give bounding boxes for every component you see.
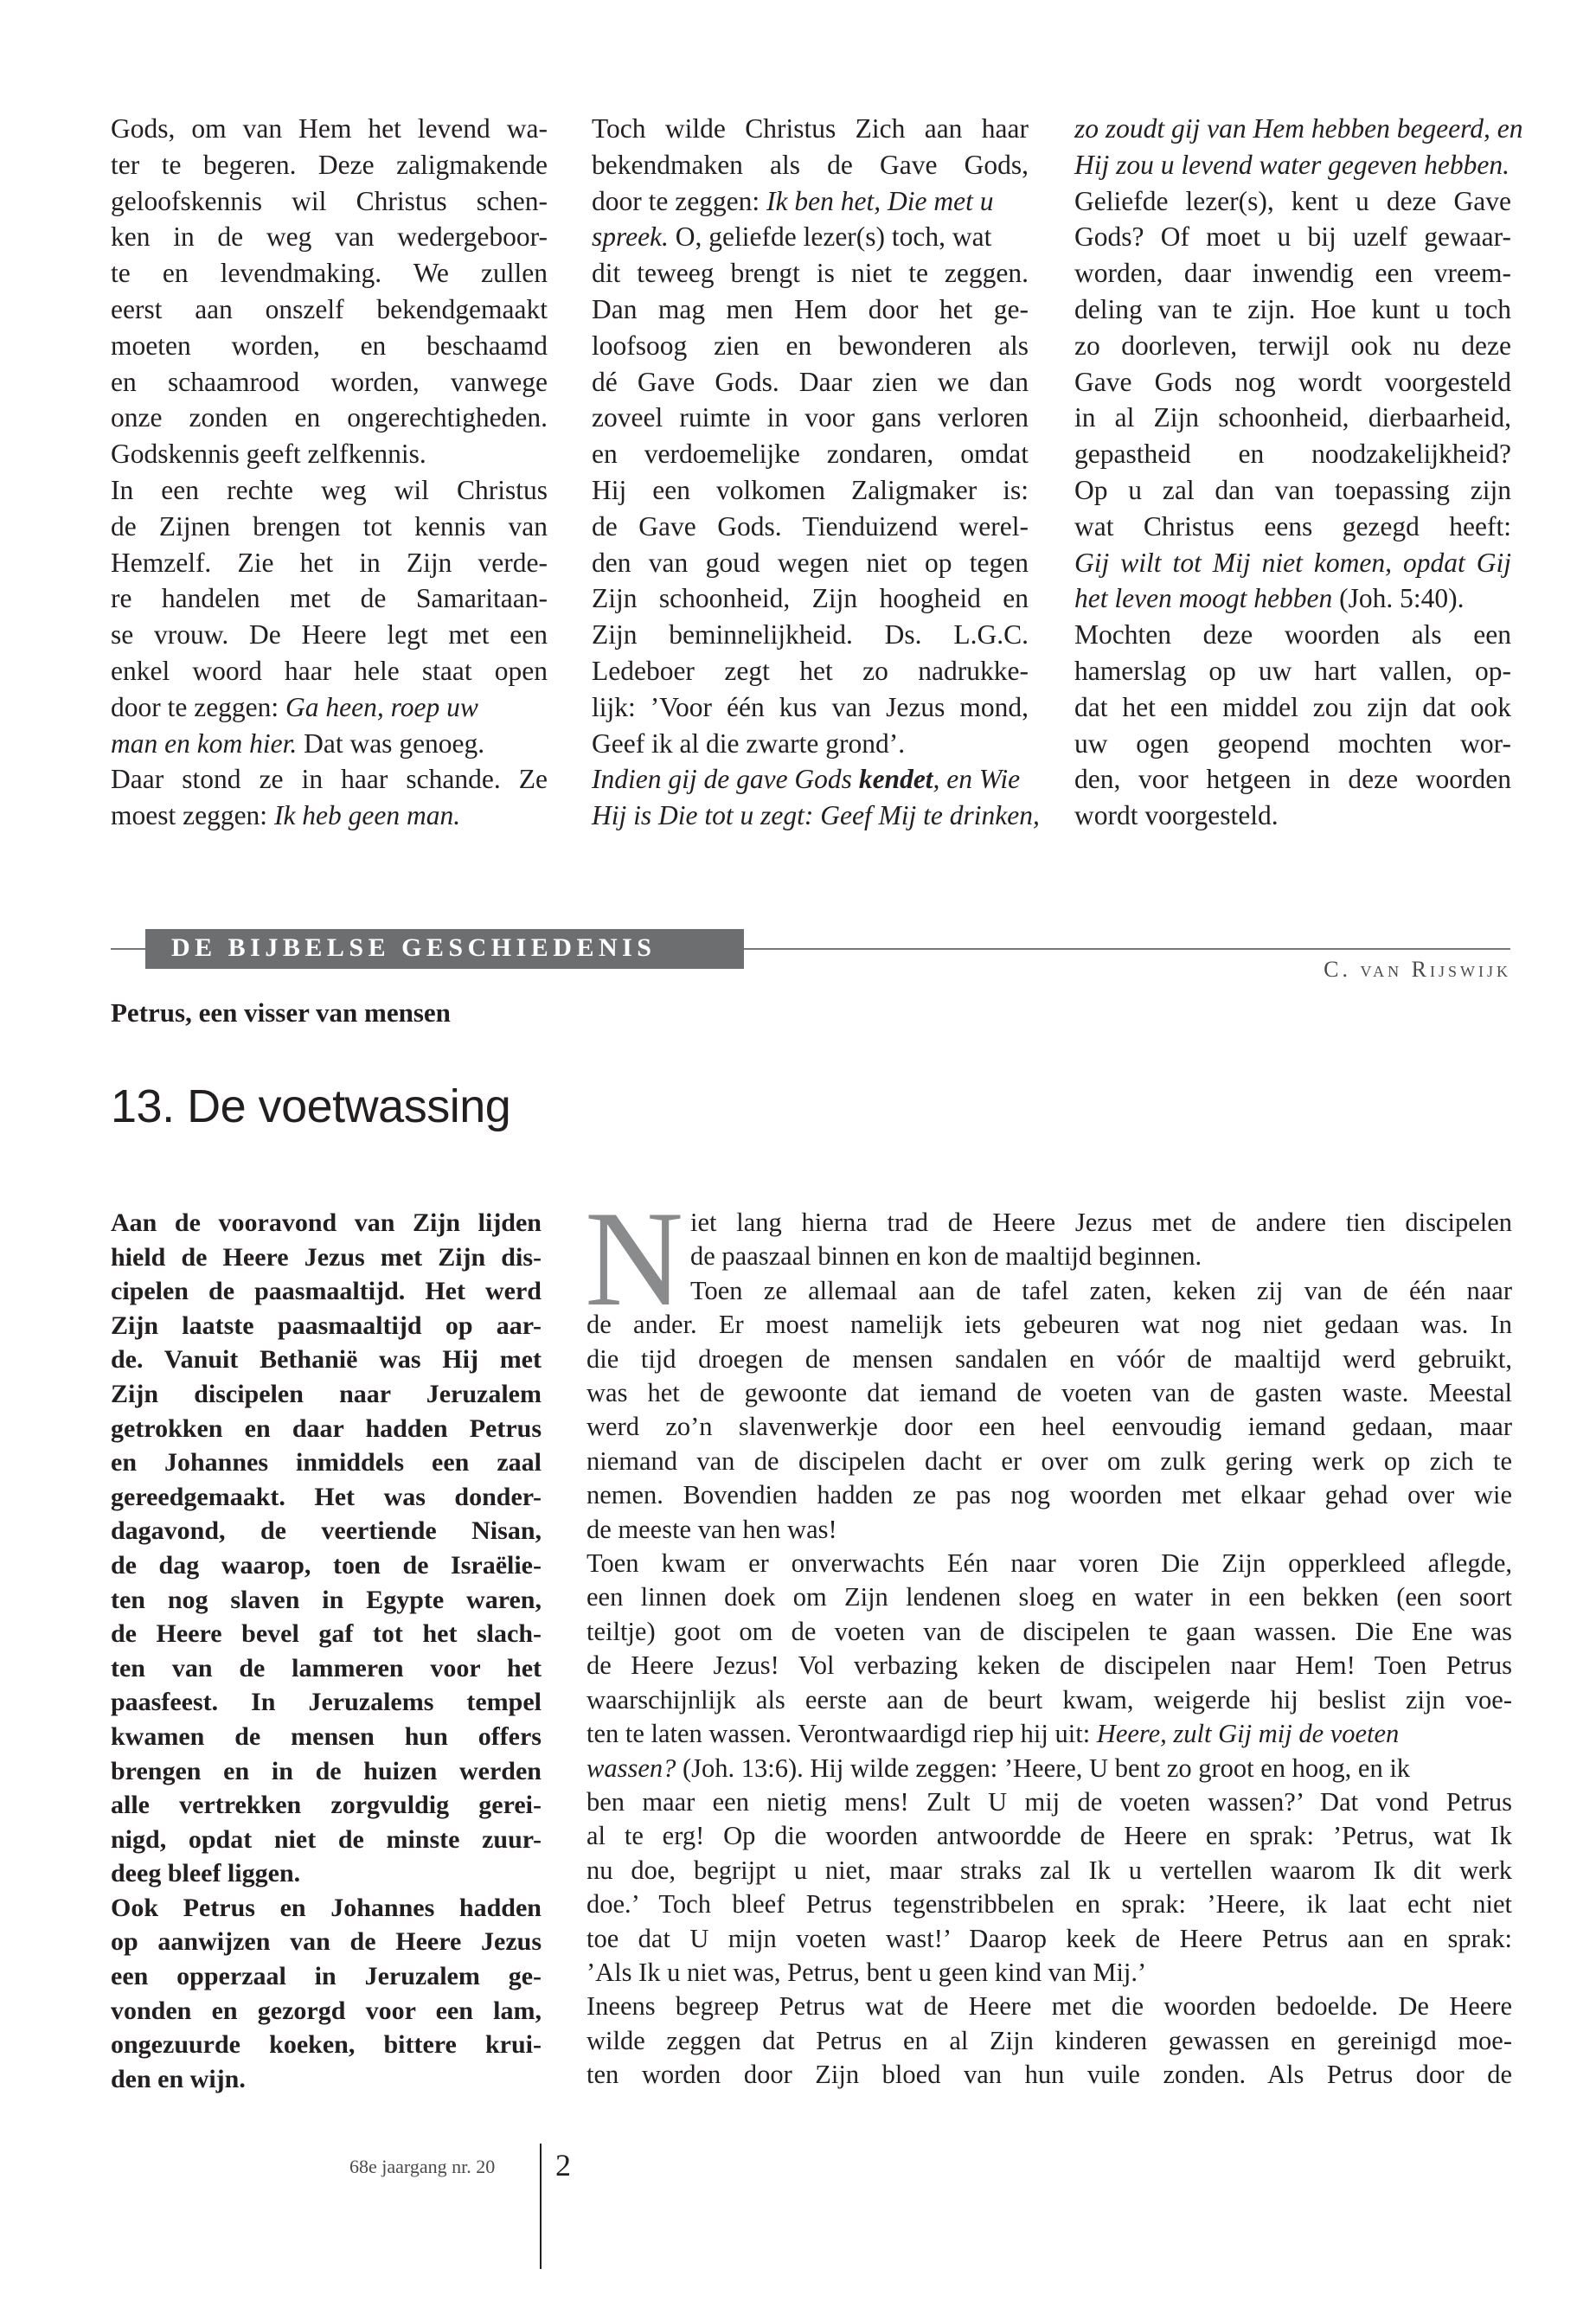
- body-line: de paaszaal binnen en kon de maaltijd beginnen.: [690, 1241, 1202, 1272]
- intro-line: op aanwijzen van de Heere Jezus: [111, 1927, 542, 1957]
- body-line: teiltje) goot om de voeten van de discipelen te gaan wassen. Die Ene was: [586, 1616, 1512, 1646]
- text-line: Daar stond ze in haar schande. Ze: [111, 764, 548, 795]
- text-run: O, geliefde lezer(s) toch, wat: [668, 221, 992, 253]
- text-line: en verdoemelijke zondaren, omdat: [592, 439, 1029, 470]
- quote-text: Ga heen, roep uw: [285, 691, 478, 722]
- text-line: de Gave Gods. Tienduizend werel-: [592, 510, 1029, 542]
- text-line: dat het een middel zou zijn dat ook: [1074, 691, 1511, 722]
- text-line: Ledeboer zegt het zo nadrukke-: [592, 655, 1029, 686]
- text-line: [592, 183, 1029, 220]
- quote-text: wassen?: [586, 1753, 676, 1783]
- text-line: re handelen met de Samaritaan-: [111, 583, 548, 614]
- text-line: [111, 726, 548, 762]
- text-line: Gods, om van Hem het levend wa-: [111, 113, 548, 144]
- text-line: uw ogen geopend mochten wor-: [1074, 727, 1511, 759]
- intro-line: een opperzaal in Jeruzalem ge-: [111, 1962, 542, 1991]
- quote-text: , en Wie: [933, 764, 1021, 795]
- intro-line: getrokken en daar hadden Petrus: [111, 1413, 542, 1443]
- text-line: enkel woord haar hele staat open: [111, 655, 548, 686]
- text-line: de Zijnen brengen tot kennis van: [111, 510, 548, 542]
- text-line: se vrouw. De Heere legt met een: [111, 619, 548, 651]
- text-line: en schaamrood worden, vanwege: [111, 366, 548, 397]
- text-line: moeten worden, en beschaamd: [111, 330, 548, 361]
- intro-line: gereedgemaakt. Het was donder-: [111, 1482, 542, 1511]
- quote-line: [592, 761, 1029, 798]
- intro-line: ongezuurde koeken, bittere krui-: [111, 2030, 542, 2060]
- text-line: eerst aan onszelf bekendgemaakt: [111, 293, 548, 324]
- text-line: hamerslag op uw hart vallen, op-: [1074, 655, 1511, 686]
- article-intro: [111, 1206, 542, 2096]
- text-run: door te zeggen:: [592, 185, 767, 216]
- intro-line: deeg bleef liggen.: [111, 1859, 301, 1888]
- intro-line: paasfeest. In Jeruzalems tempel: [111, 1688, 542, 1717]
- intro-line: brengen en in de huizen werden: [111, 1756, 542, 1785]
- text-line: gepastheid en noodzakelijkheid?: [1074, 439, 1511, 470]
- text-line: Gods? Of moet u bij uzelf gewaar-: [1074, 221, 1511, 253]
- quote-line: Hij is Die tot u zegt: Geef Mij te drinken,: [592, 800, 1040, 831]
- text-line: in al Zijn schoonheid, dierbaarheid,: [1074, 402, 1511, 433]
- intro-line: de. Vanuit Bethanië was Hij met: [111, 1345, 542, 1375]
- text-run: (Joh. 13:6). Hij wilde zeggen: ’Heere, U bent zo groot en hoog, en ik: [676, 1753, 1411, 1783]
- quote-text: Ik heb geen man.: [273, 800, 461, 831]
- text-line: ken in de weg van wedergeboor-: [111, 221, 548, 253]
- article-column-2: [592, 111, 1040, 834]
- body-line: de Heere Jezus! Vol verbazing keken de discipelen naar Hem! Toen Petrus: [586, 1650, 1512, 1681]
- text-line: Geliefde lezer(s), kent u deze Gave: [1074, 185, 1511, 216]
- intro-line: Ook Petrus en Johannes hadden: [111, 1893, 542, 1922]
- quote-text: het leven moogt hebben: [1074, 583, 1333, 614]
- intro-line: de dag waarop, toen de Israëlie-: [111, 1550, 542, 1580]
- text-line: worden, daar inwendig een vreem-: [1074, 258, 1511, 289]
- text-line: [1074, 580, 1511, 617]
- quote-text: man en kom hier.: [111, 727, 298, 759]
- intro-line: ten nog slaven in Egypte waren,: [111, 1585, 542, 1614]
- intro-line: Zijn laatste paasmaaltijd op aar-: [111, 1311, 542, 1340]
- text-line: onze zonden en ongerechtigheden.: [111, 402, 548, 433]
- body-line: werd zo’n slavenwerkje door een heel eenvoudig iemand gedaan, maar: [586, 1412, 1512, 1442]
- text-line: Godskennis geeft zelfkennis.: [111, 439, 426, 470]
- body-line: nu doe, begrijpt u niet, maar straks zal Ik u vertellen waarom Ik dit werk: [586, 1855, 1512, 1885]
- intro-line: dagavond, de veertiende Nisan,: [111, 1516, 542, 1546]
- text-run: door te zeggen:: [111, 691, 286, 722]
- text-line: Zijn beminnelijkheid. Ds. L.G.C.: [592, 619, 1029, 651]
- body-line: iet lang hierna trad de Heere Jezus met de andere tien discipelen: [690, 1208, 1512, 1237]
- text-line: ter te begeren. Deze zaligmakende: [111, 149, 548, 180]
- text-line: Mochten deze woorden als een: [1074, 619, 1511, 651]
- text-line: In een rechte weg wil Christus: [111, 474, 548, 505]
- body-line: ben maar een nietig mens! Zult U mij de voeten wassen?’ Dat vond Petrus: [586, 1786, 1512, 1817]
- intro-line: en Johannes inmiddels een zaal: [111, 1448, 542, 1477]
- intro-line: Zijn discipelen naar Jeruzalem: [111, 1379, 542, 1408]
- body-line: de ander. Er moest namelijk iets gebeuren wat nog niet gedaan was. In: [586, 1310, 1512, 1340]
- body-line: was het de gewoonte dat iemand de voeten van de gasten waste. Meestal: [586, 1378, 1512, 1408]
- text-line: Zijn schoonheid, Zijn hoogheid en: [592, 583, 1029, 614]
- text-line: zo doorleven, terwijl ook nu deze: [1074, 330, 1511, 361]
- section-label: DE BIJBELSE GESCHIEDENIS: [171, 933, 657, 962]
- intro-line: Aan de vooravond van Zijn lijden: [111, 1208, 542, 1237]
- intro-line: cipelen de paasmaaltijd. Het werd: [111, 1277, 542, 1306]
- series-title: Petrus, een visser van mensen: [111, 997, 451, 1028]
- quote-line: Gij wilt tot Mij niet komen, opdat Gij: [1074, 547, 1511, 578]
- body-line: doe.’ Toch bleef Petrus tegenstribbelen en sprak: ’Heere, ik laat echt niet: [586, 1889, 1512, 1920]
- quote-text: Heere, zult Gij mij de voeten: [1096, 1719, 1400, 1749]
- article-headline: 13. De voetwassing: [111, 1080, 511, 1132]
- text-line: deling van te zijn. Hoe kunt u toch: [1074, 293, 1511, 324]
- intro-line: den en wijn.: [111, 2064, 246, 2093]
- intro-line: alle vertrekken zorgvuldig gerei-: [111, 1791, 542, 1820]
- body-line: Ineens begreep Petrus wat de Heere met die woorden bedoelde. De Heere: [586, 1991, 1512, 2022]
- text-line: Hij een volkomen Zaligmaker is:: [592, 474, 1029, 505]
- quote-text: spreek.: [592, 221, 669, 253]
- text-line: loofsoog zien en bewonderen als: [592, 330, 1029, 361]
- author-name: C. van Rijswijk: [1324, 957, 1511, 982]
- emphasis-text: kendet: [858, 764, 933, 795]
- page-number: 2: [555, 2148, 571, 2182]
- text-line: dit teweeg brengt is niet te zeggen.: [592, 258, 1029, 289]
- article-column-3: [1074, 111, 1523, 834]
- text-line: lijk: ’Voor één kus van Jezus mond,: [592, 691, 1029, 722]
- body-line: Toen ze allemaal aan de tafel zaten, keken zij van de één naar: [690, 1275, 1512, 1305]
- footer-divider: [540, 2144, 542, 2269]
- body-line: wilde zeggen dat Petrus en al Zijn kinderen gewassen en gereinigd moe-: [586, 2025, 1512, 2055]
- text-line: Dan mag men Hem door het ge-: [592, 293, 1029, 324]
- text-line: bekendmaken als de Gave Gods,: [592, 149, 1029, 180]
- text-line: [111, 798, 548, 834]
- article-column-1: [111, 111, 548, 834]
- body-line: ’Als Ik u niet was, Petrus, bent u geen kind van Mij.’: [586, 1957, 1147, 1987]
- intro-line: nigd, opdat niet de minste zuur-: [111, 1824, 542, 1854]
- text-line: [592, 219, 1029, 255]
- text-line: zoveel ruimte in voor gans verloren: [592, 402, 1029, 433]
- quote-line: zo zoudt gij van Hem hebben begeerd, en: [1074, 113, 1523, 144]
- text-line: te en levendmaking. We zullen: [111, 258, 548, 289]
- intro-line: de Heere bevel gaf tot het slach-: [111, 1619, 542, 1649]
- quote-text: Indien gij de gave Gods: [592, 764, 859, 795]
- text-line: Toch wilde Christus Zich aan haar: [592, 113, 1029, 144]
- text-line: wat Christus eens gezegd heeft:: [1074, 510, 1511, 542]
- text-line: dé Gave Gods. Daar zien we dan: [592, 366, 1029, 397]
- quote-line: Hij zou u levend water gegeven hebben.: [1074, 149, 1509, 180]
- text-run: moest zeggen:: [111, 800, 274, 831]
- body-line: de meeste van hen was!: [586, 1514, 837, 1544]
- text-line: den, voor hetgeen in deze woorden: [1074, 764, 1511, 795]
- body-line: al te erg! Op die woorden antwoordde de Heere en sprak: ’Petrus, wat Ik: [586, 1821, 1512, 1851]
- body-line: niemand van de discipelen dacht er over om zulk gering werk op zich te: [586, 1445, 1512, 1476]
- body-line: een linnen doek om Zijn lendenen sloeg en water in een bekken (een soort: [586, 1582, 1512, 1612]
- text-line: Geef ik al die zwarte grond’.: [592, 727, 906, 759]
- text-line: geloofskennis wil Christus schen-: [111, 185, 548, 216]
- intro-line: hield de Heere Jezus met Zijn dis-: [111, 1242, 542, 1272]
- body-line: toe dat U mijn voeten wast!’ Daarop keek de Heere Petrus aan en sprak:: [586, 1923, 1512, 1953]
- text-line: Op u zal dan van toepassing zijn: [1074, 474, 1511, 505]
- text-run: ten te laten wassen. Verontwaardigd riep hij uit:: [586, 1719, 1097, 1749]
- intro-line: kwamen de mensen hun offers: [111, 1721, 542, 1751]
- text-line: Gave Gods nog wordt voorgesteld: [1074, 366, 1511, 397]
- body-line: waarschijnlijk als eerste aan de beurt kwam, weigerde hij beslist zijn voe-: [586, 1684, 1512, 1715]
- text-line: wordt voorgesteld.: [1074, 800, 1279, 831]
- body-line: [586, 1717, 1512, 1751]
- intro-line: ten van de lammeren voor het: [111, 1653, 542, 1682]
- intro-line: vonden en gezorgd voor een lam,: [111, 1996, 542, 2025]
- article-body: [585, 1183, 1512, 2093]
- text-line: den van goud wegen niet op tegen: [592, 547, 1029, 578]
- text-line: Hemzelf. Zie het in Zijn verde-: [111, 547, 548, 578]
- body-line: [586, 1752, 1512, 1785]
- body-line: Toen kwam er onverwachts Eén naar voren Die Zijn opperkleed aflegde,: [586, 1548, 1512, 1579]
- issue-label: 68e jaargang nr. 20: [349, 2156, 496, 2177]
- text-line: [111, 689, 548, 726]
- text-run: (Joh. 5:40).: [1332, 583, 1465, 614]
- drop-cap: N: [585, 1183, 684, 1335]
- text-run: Dat was genoeg.: [297, 727, 485, 759]
- quote-text: Ik ben het, Die met u: [766, 185, 994, 216]
- body-line: ten worden door Zijn bloed van hun vuile zonden. Als Petrus door de: [586, 2060, 1512, 2090]
- body-line: die tijd droegen de mensen sandalen en vóór de maaltijd werd gebruikt,: [586, 1343, 1512, 1374]
- body-line: nemen. Bovendien hadden ze pas nog woorden met elkaar gehad over wie: [586, 1480, 1512, 1510]
